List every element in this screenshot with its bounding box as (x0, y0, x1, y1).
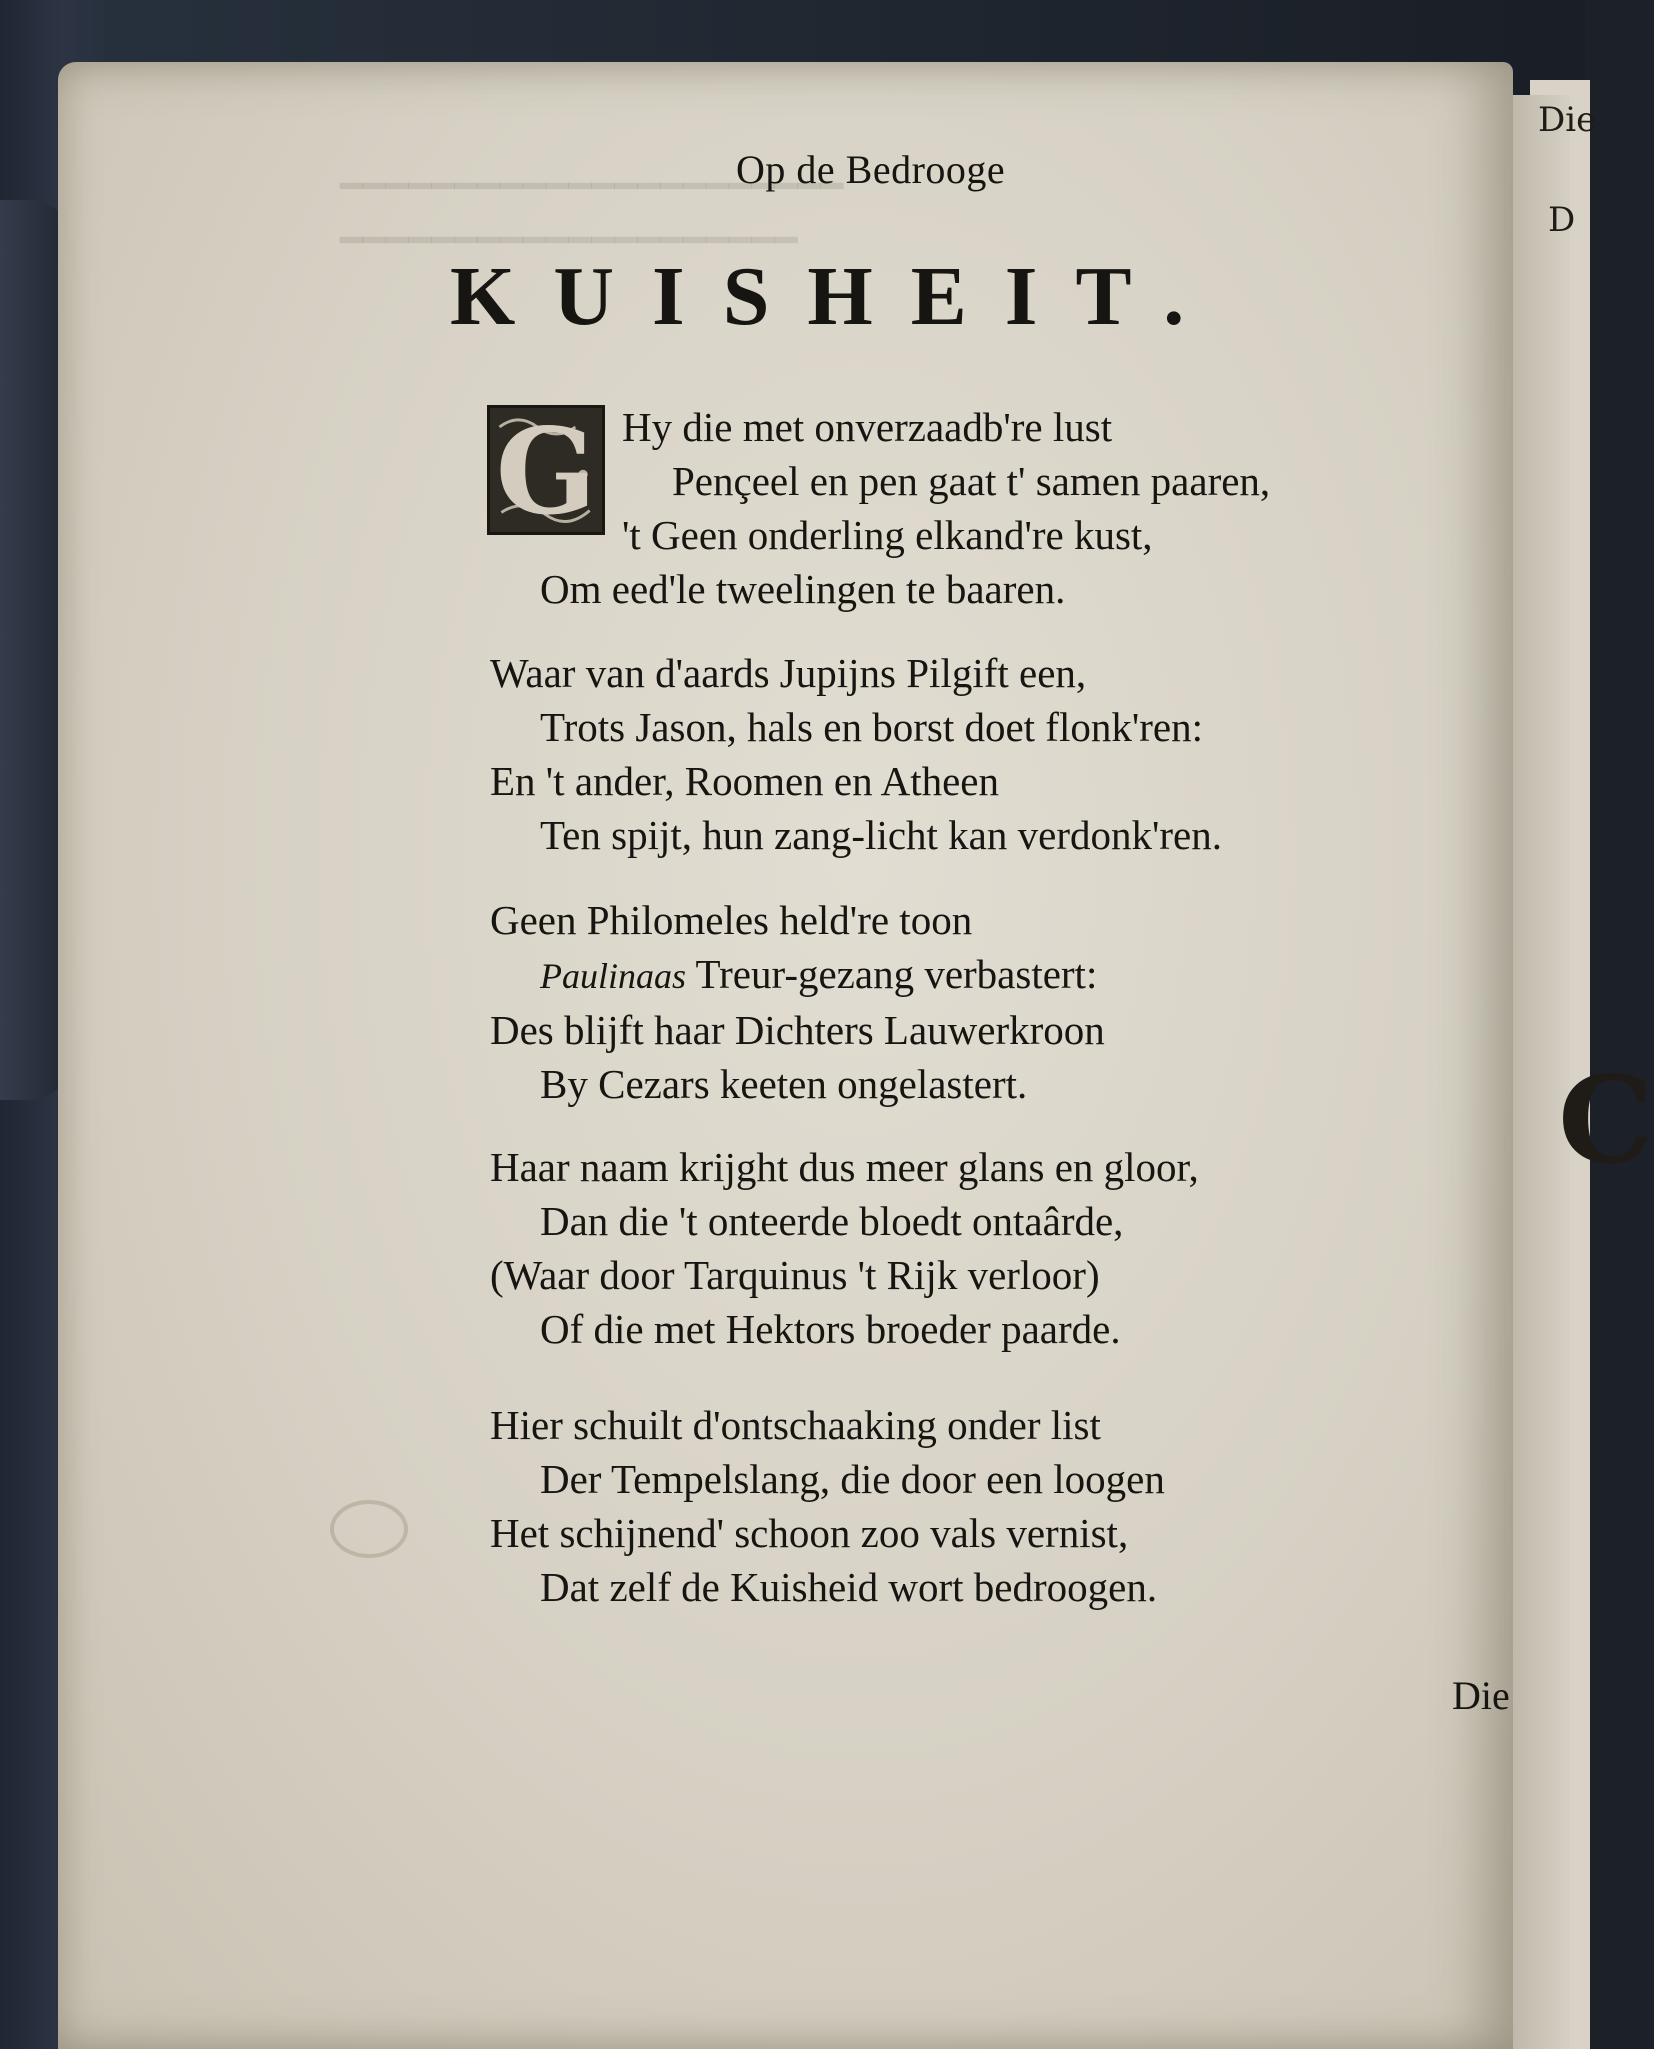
verse-line: Haar naam krijght dus meer glans en gloor, (490, 1144, 1199, 1190)
verse-line: Hier schuilt d'ontschaaking onder list (490, 1402, 1101, 1448)
verse-line: (Waar door Tarquinus 't Rijk verloor) (490, 1252, 1100, 1298)
catchword: Die (1452, 1673, 1510, 1718)
verse-line: Om eed'le tweelingen te baaren. (540, 566, 1066, 612)
verse-line: Geen Philomeles held're toon (490, 897, 973, 943)
verse-line: En 't ander, Roomen en Atheen (490, 758, 999, 804)
verse-line: Ten spijt, hun zang-licht kan verdonk'ren. (540, 812, 1222, 858)
bleed-through-text: ━━━━━━━━━━━━━━━━━━━━━━ ━━━━━━━━━━━━━━━━━━━━ (340, 166, 844, 262)
verse-line: Of die met Hektors broeder paarde. (540, 1306, 1121, 1352)
verse-line: 't Geen onderling elkand're kust, (622, 512, 1153, 558)
initial-letter: G (495, 402, 597, 541)
verse-line: Trots Jason, hals en borst doet flonk'ren: (540, 704, 1203, 750)
verse-line: Dat zelf de Kuisheid wort bedroogen. (540, 1564, 1158, 1610)
stanza-2 (490, 646, 1222, 862)
verse-line: Waar van d'aards Jupijns Pilgift een, (490, 650, 1087, 696)
verse-line (490, 947, 1105, 1003)
facing-page-initial: C (1558, 1050, 1654, 1191)
verse-line: Dan die 't onteerde bloedt ontaârde, (540, 1198, 1124, 1244)
poem-title: KUISHEIT. (450, 250, 1223, 343)
verse-line-rest: Treur-gezang verbastert: (695, 951, 1098, 997)
verse-line: Pençeel en pen gaat t' samen paaren, (672, 458, 1271, 504)
verse-line: Hy die met onverzaadb're lust (622, 404, 1113, 450)
facing-page-fragment: D (1548, 200, 1576, 240)
paper-stain (330, 1500, 408, 1558)
running-head: Op de Bedrooge (736, 147, 1006, 192)
verse-line: Des blijft haar Dichters Lauwerkroon (490, 1007, 1105, 1053)
verse-line: By Cezars keeten ongelastert. (540, 1061, 1028, 1107)
stanza-5 (490, 1398, 1165, 1614)
stanza-3 (490, 893, 1105, 1111)
stanza-4 (490, 1140, 1199, 1356)
verse-line: Der Tempelslang, die door een loogen (540, 1456, 1165, 1502)
italic-name: Paulinaas (540, 956, 687, 996)
verse-line: Het schijnend' schoon zoo vals vernist, (490, 1510, 1129, 1556)
stanza-1 (490, 400, 1270, 616)
facing-page-fragment: Die (1538, 100, 1597, 140)
